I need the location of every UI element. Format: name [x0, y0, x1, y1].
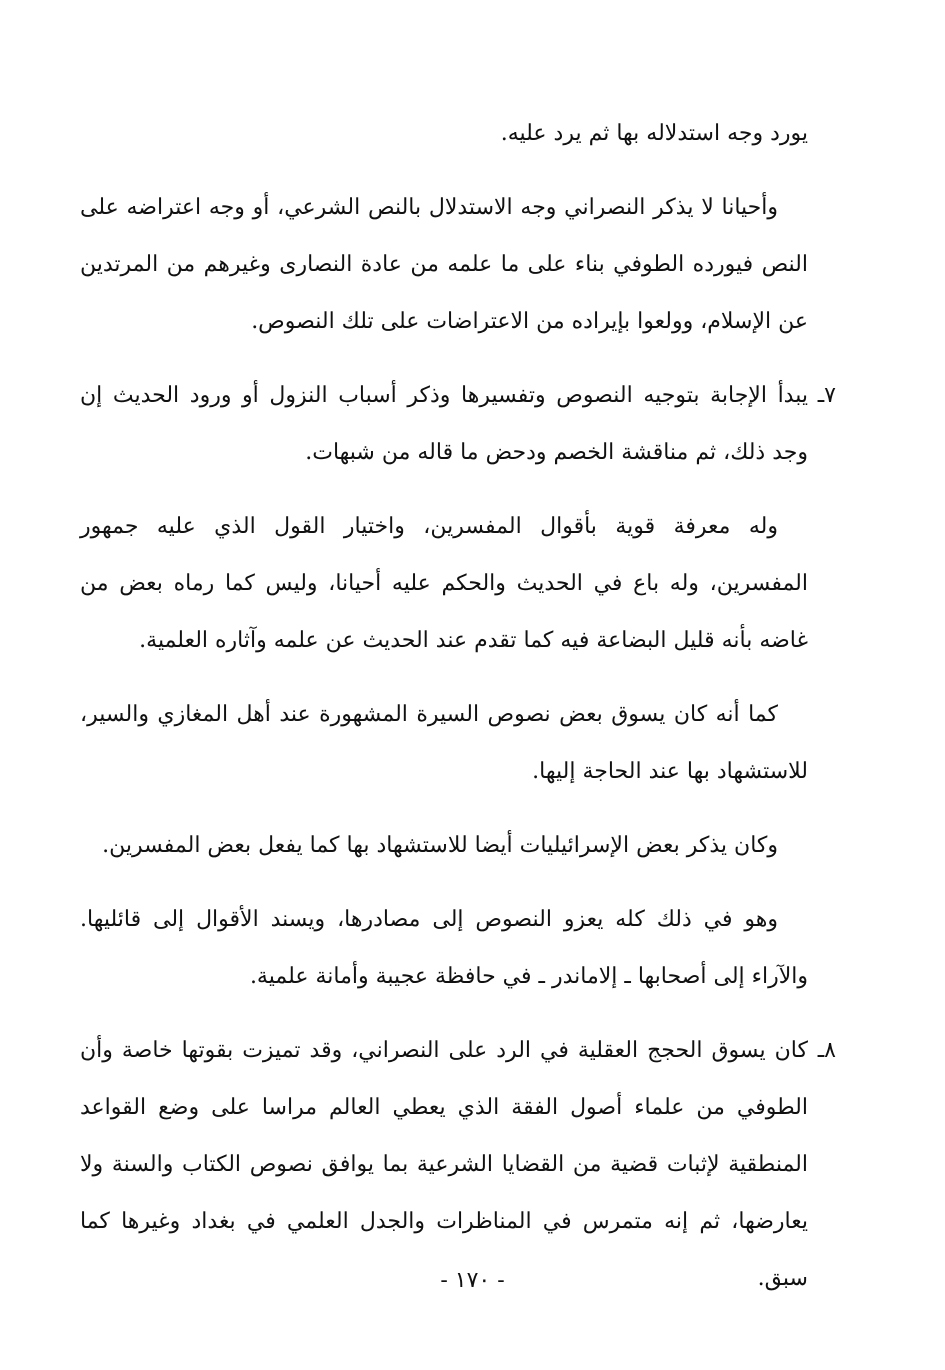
list-item-7-text: يبدأ الإجابة بتوجيه النصوص وتفسيرها وذكر أسباب النزول أو ورود الحديث إن وجد ذلك، ثم مناقشة الخصم ودحض ما قاله من شبهات.	[80, 383, 808, 465]
paragraph-5: وكان يذكر بعض الإسرائيليات أيضا للاستشهاد بها كما يفعل بعض المفسرين.	[102, 833, 778, 858]
paragraph-1: يورد وجه استدلاله بها ثم يرد عليه.	[500, 121, 808, 146]
list-item-7-number: ٧ـ	[817, 383, 836, 408]
list-item-7	[80, 367, 836, 481]
paragraph-2: وأحيانا لا يذكر النصراني وجه الاستدلال بالنص الشرعي، أو وجه اعتراضه على النص فيورده الطوفي بناء على ما علمه من عادة النصارى وغيرهم من المرتدين عن الإسلام، وولعوا بإيراده من الاعتراضات على تلك النصوص.	[80, 195, 808, 334]
page-body	[80, 105, 836, 1324]
list-item-8-number: ٨ـ	[817, 1038, 836, 1063]
paragraph-6: وهو في ذلك كله يعزو النصوص إلى مصادرها، ويسند الأقوال إلى قائليها. والآراء إلى أصحابها ـ إلاماندر ـ في حافظة عجيبة وأمانة علمية.	[80, 907, 808, 989]
list-item-8-text: كان يسوق الحجج العقلية في الرد على النصراني، وقد تميزت بقوتها خاصة وأن الطوفي من علماء أصول الفقة الذي يعطي العالم مراسا على وضع القواعد المنطقية لإثبات قضية من القضايا الشرعية بما يوافق نصوص الكتاب والسنة ولا يعارضها، ثم إنه متمرس في المناظرات والجدل العلمي في بغداد وغيرها كما سبق.	[80, 1038, 808, 1291]
list-item-8	[80, 1022, 836, 1307]
paragraph-4: كما أنه كان يسوق بعض نصوص السيرة المشهورة عند أهل المغازي والسير، للاستشهاد بها عند الحاجة إليها.	[80, 702, 808, 784]
page-number: - ١٧٠ -	[440, 1268, 505, 1293]
paragraph-3: وله معرفة قوية بأقوال المفسرين، واختيار القول الذي عليه جمهور المفسرين، وله باع في الحديث والحكم عليه أحيانا، وليس كما رماه بعض من غاضه بأنه قليل البضاعة فيه كما تقدم عند الحديث عن علمه وآثاره العلمية.	[80, 514, 808, 653]
